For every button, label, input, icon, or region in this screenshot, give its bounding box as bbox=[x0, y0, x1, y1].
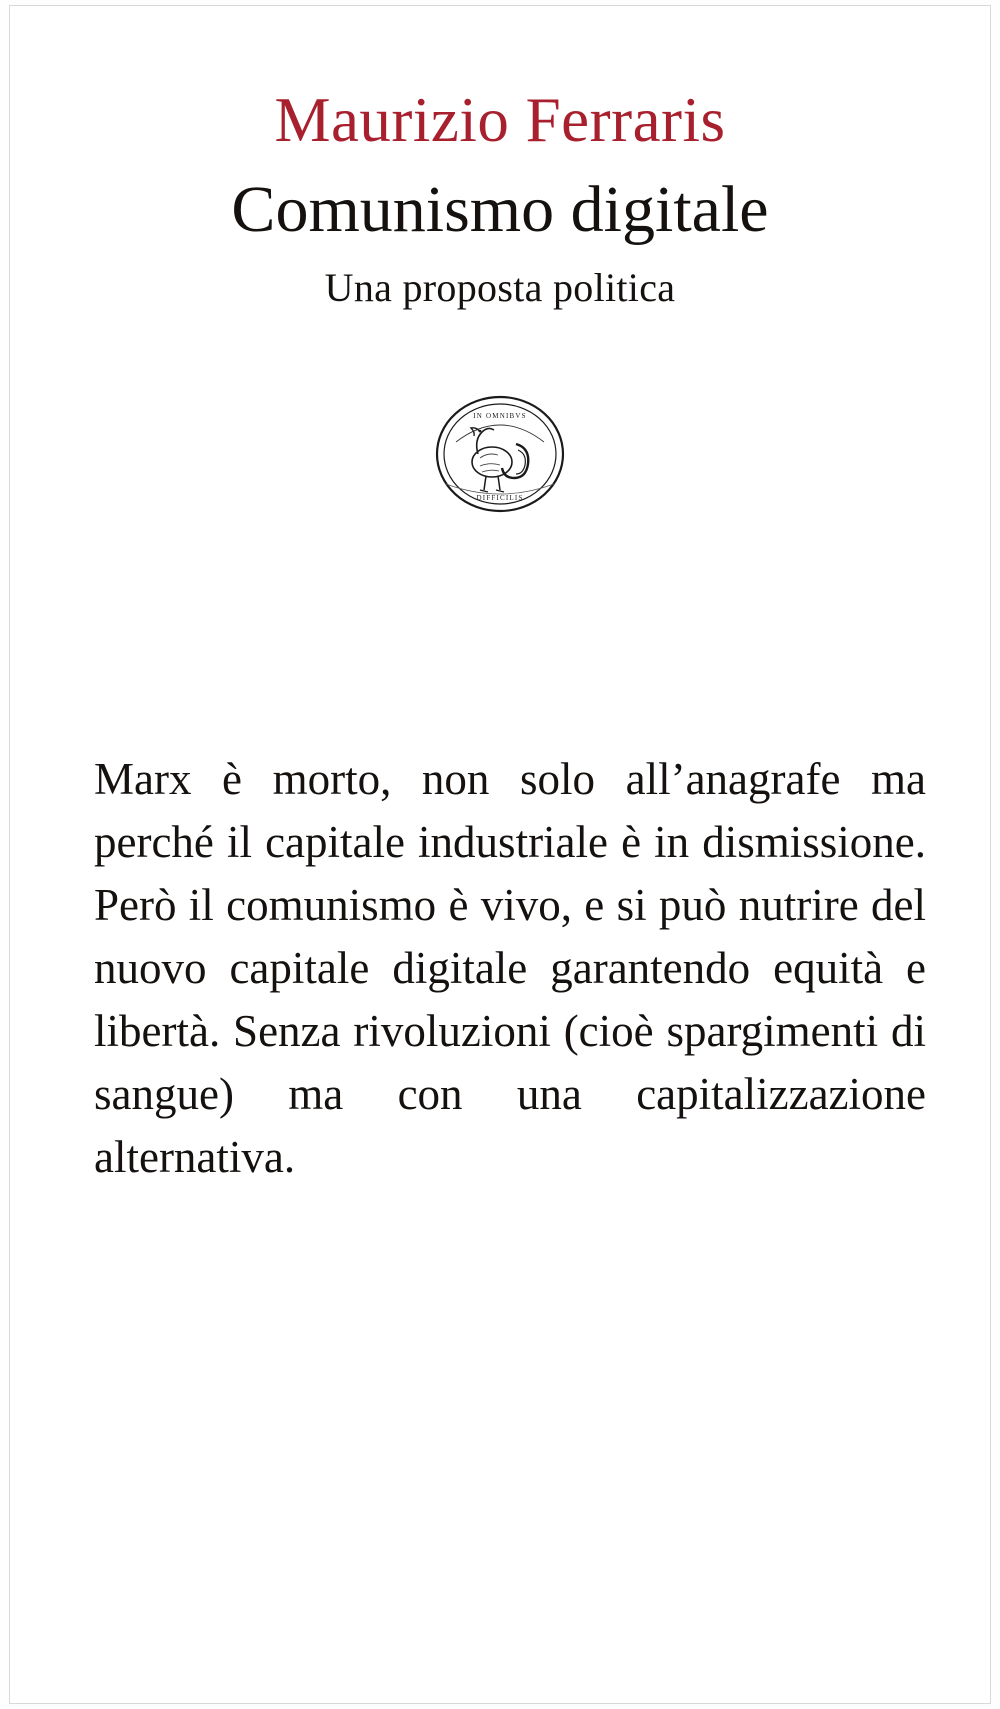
author-name: Maurizio Ferraris bbox=[274, 85, 726, 155]
book-subtitle: Una proposta politica bbox=[324, 265, 676, 310]
publisher-logo bbox=[420, 384, 580, 524]
ostrich-horseshoe-icon bbox=[420, 384, 580, 524]
svg-text:DIFFICILIS: DIFFICILIS bbox=[476, 494, 524, 502]
cover-frame bbox=[9, 5, 991, 1704]
book-title: Comunismo digitale bbox=[231, 173, 769, 246]
svg-text:IN OMNIBVS: IN OMNIBVS bbox=[473, 412, 527, 420]
back-cover-blurb bbox=[94, 748, 926, 1189]
blurb-text: Marx è morto, non solo all’anagrafe ma perché il capitale industriale è in dismissione. Però il comunismo è vivo, e si può nutrire del nuovo capitale digitale garantendo equità e libertà. Senza rivoluzioni (cioè spargimenti di sangue) ma con una capitalizzazione alternativa. bbox=[94, 754, 926, 1182]
